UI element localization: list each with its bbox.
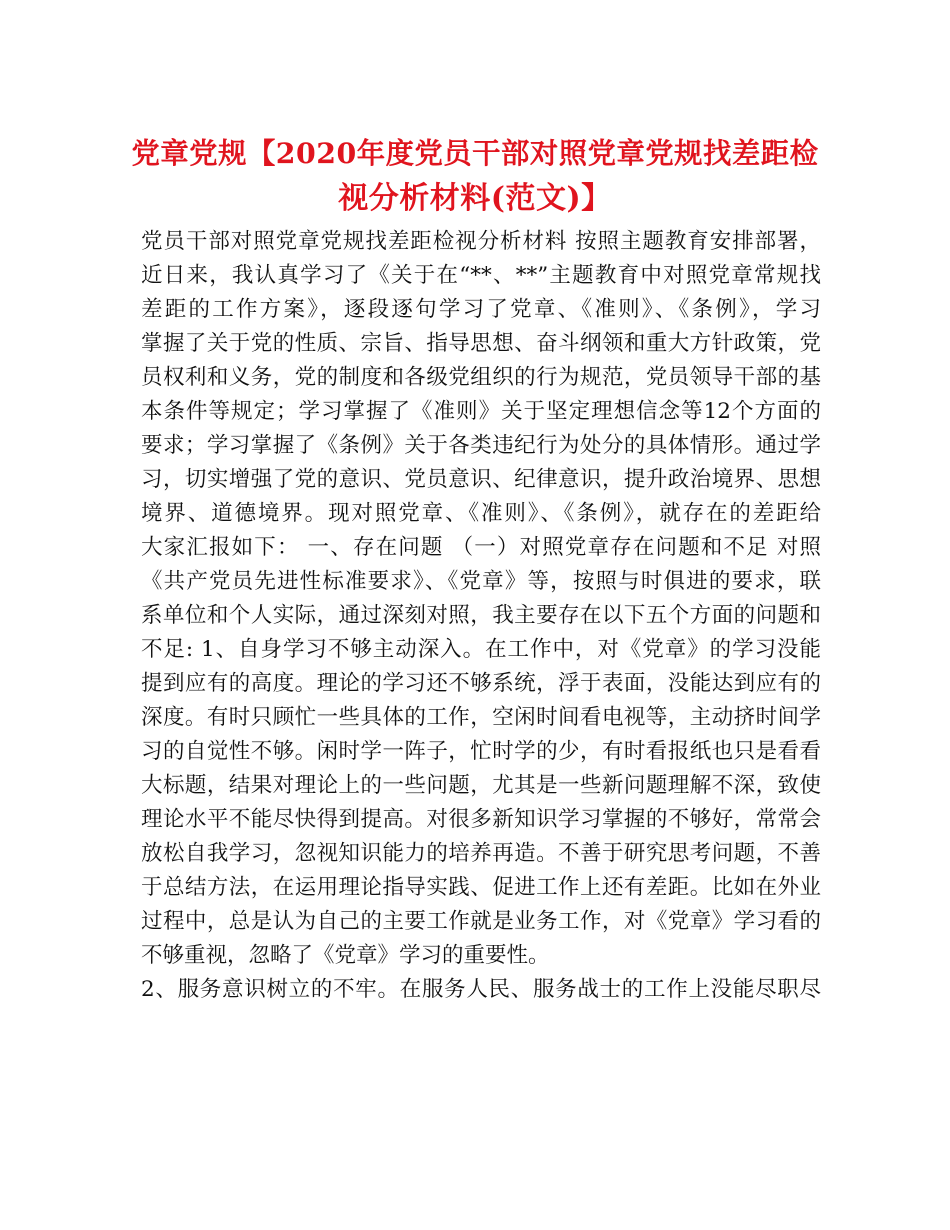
body-line: 深度。有时只顾忙一些具体的工作，空闲时间看电视等，主动挤时间学 bbox=[141, 705, 821, 730]
body-line: 员权利和义务，党的制度和各级党组织的行为规范，党员领导干部的基 bbox=[141, 365, 821, 390]
body-line: 近日来，我认真学习了《关于在“**、**”主题教育中对照党章常规找 bbox=[141, 263, 821, 288]
title-line: 视分析材料(范文)】 bbox=[338, 181, 612, 216]
body-line: 掌握了关于党的性质、宗旨、指导思想、奋斗纲领和重大方针政策，党 bbox=[141, 331, 821, 356]
body-line: 理论水平不能尽快得到提高。对很多新知识学习掌握的不够好，常常会 bbox=[141, 807, 821, 832]
body-line: 境界、道德境界。现对照党章、《准则》、《条例》，就存在的差距给 bbox=[141, 501, 821, 526]
body-line: 大标题，结果对理论上的一些问题，尤其是一些新问题理解不深，致使 bbox=[141, 773, 821, 798]
document-title bbox=[130, 130, 820, 222]
title-line: 党章党规【2020年度党员干部对照党章党规找差距检 bbox=[131, 136, 819, 170]
body-line: 党员干部对照党章党规找差距检视分析材料 按照主题教育安排部署， bbox=[141, 229, 821, 254]
body-line: 于总结方法，在运用理论指导实践、促进工作上还有差距。比如在外业 bbox=[141, 875, 821, 900]
body-line: 不足: 1、自身学习不够主动深入。在工作中，对《党章》的学习没能 bbox=[141, 637, 821, 662]
body-line: 习的自觉性不够。闲时学一阵子，忙时学的少，有时看报纸也只是看看 bbox=[141, 739, 821, 764]
body-line: 差距的工作方案》，逐段逐句学习了党章、《准则》、《条例》，学习 bbox=[141, 297, 821, 322]
body-line: 放松自我学习，忽视知识能力的培养再造。不善于研究思考问题，不善 bbox=[141, 841, 821, 866]
body-line: 《共产党员先进性标准要求》、《党章》等，按照与时俱进的要求，联 bbox=[141, 569, 821, 594]
body-line: 要求；学习掌握了《条例》关于各类违纪行为处分的具体情形。通过学 bbox=[141, 433, 821, 458]
body-line: 大家汇报如下： 一、存在问题 （一）对照党章存在问题和不足 对照 bbox=[141, 535, 821, 560]
body-line: 习，切实增强了党的意识、党员意识、纪律意识，提升政治境界、思想 bbox=[141, 467, 821, 492]
body-line: 2、服务意识树立的不牢。在服务人民、服务战士的工作上没能尽职尽 bbox=[141, 977, 821, 1002]
body-line: 系单位和个人实际，通过深刻对照，我主要存在以下五个方面的问题和 bbox=[141, 603, 821, 628]
body-line: 不够重视，忽略了《党章》学习的重要性。 bbox=[141, 943, 550, 968]
document-body bbox=[141, 225, 821, 1007]
body-line: 过程中，总是认为自己的主要工作就是业务工作，对《党章》学习看的 bbox=[141, 909, 821, 934]
body-line: 本条件等规定；学习掌握了《准则》关于坚定理想信念等12个方面的 bbox=[141, 399, 821, 424]
body-line: 提到应有的高度。理论的学习还不够系统，浮于表面，没能达到应有的 bbox=[141, 671, 821, 696]
